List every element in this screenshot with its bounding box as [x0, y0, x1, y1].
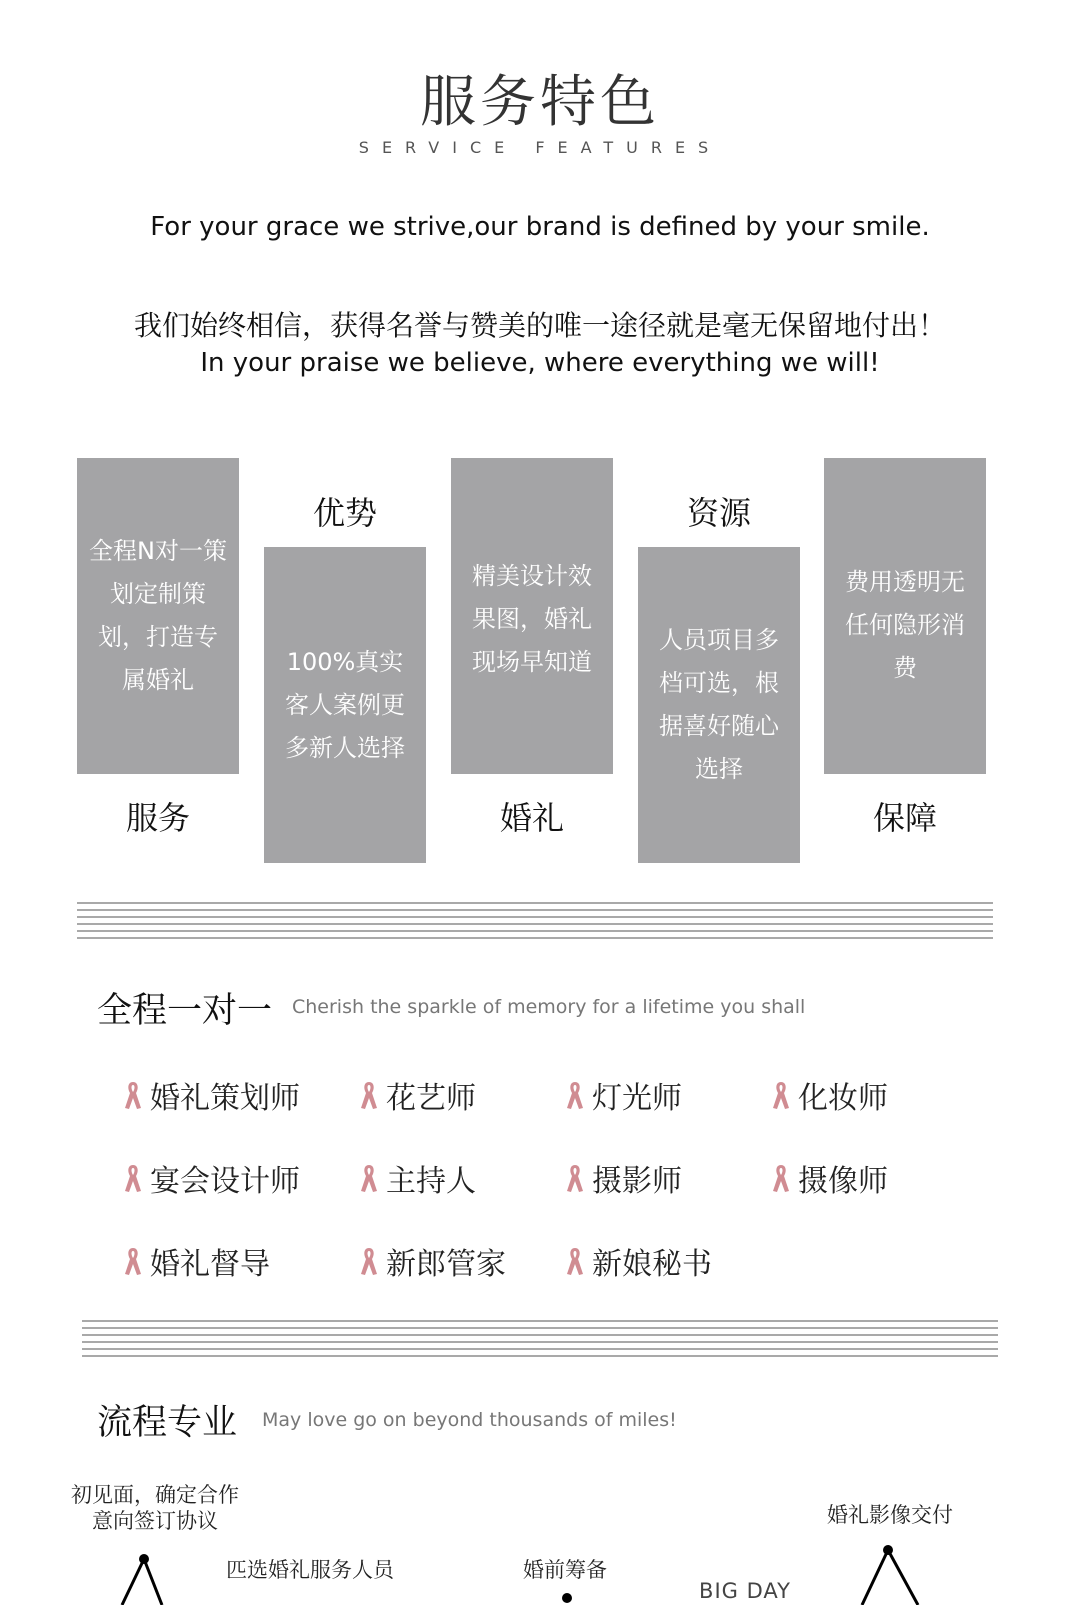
ribbon-icon: [770, 1163, 792, 1193]
feature-text: 100%真实客人案例更多新人选择: [285, 647, 405, 762]
page-title: 服务特色: [420, 70, 660, 135]
role-label: 花艺师: [386, 1081, 476, 1116]
role-label: 新郎管家: [386, 1247, 506, 1282]
ribbon-icon: [358, 1246, 380, 1276]
ribbon-icon: [122, 1080, 144, 1110]
role-item: [564, 1156, 682, 1200]
feature-text: 人员项目多档可选，根据喜好随心选择: [659, 626, 779, 783]
timeline-node: [562, 1593, 572, 1603]
role-item: [564, 1239, 712, 1283]
role-label: 宴会设计师: [150, 1164, 300, 1199]
role-item: [122, 1073, 300, 1117]
ribbon-icon: [564, 1163, 586, 1193]
feature-card-wedding: [451, 458, 613, 774]
role-item: [358, 1156, 476, 1200]
feature-card-guarantee: [824, 458, 986, 774]
striped-divider: [82, 1320, 998, 1358]
role-item: [358, 1239, 506, 1283]
feature-caption-guarantee: 保障: [872, 799, 937, 837]
ribbon-icon: [122, 1163, 144, 1193]
process-timeline: [0, 1530, 1080, 1605]
role-label: 摄影师: [592, 1164, 682, 1199]
role-item: [564, 1073, 682, 1117]
role-label: 主持人: [386, 1164, 476, 1199]
section-title-process: 流程专业: [97, 1403, 238, 1443]
ribbon-icon: [122, 1246, 144, 1276]
slogan-cn: 我们始终相信，获得名誉与赞美的唯一途径就是毫无保留地付出！: [133, 309, 946, 342]
process-step-select-staff: 匹选婚礼服务人员: [226, 1558, 394, 1582]
striped-divider: [77, 902, 993, 940]
process-step-first-meeting: 初见面，确定合作 意向签订协议: [71, 1483, 239, 1533]
feature-card-service: [77, 458, 239, 774]
feature-card-resources: [638, 547, 800, 863]
feature-text: 精美设计效果图，婚礼现场早知道: [472, 562, 592, 676]
role-item: [770, 1156, 888, 1200]
ribbon-icon: [358, 1080, 380, 1110]
timeline-segment: [122, 1559, 144, 1605]
ribbon-icon: [358, 1163, 380, 1193]
tagline-en: For your grace we strive,our brand is defined by your smile.: [150, 212, 930, 242]
feature-caption-service: 服务: [125, 799, 190, 837]
role-item: [122, 1239, 270, 1283]
role-item: [770, 1073, 888, 1117]
role-label: 新娘秘书: [592, 1247, 712, 1282]
timeline-segment: [144, 1559, 162, 1605]
feature-text: 费用透明无任何隐形消费: [845, 568, 965, 682]
role-label: 婚礼督导: [150, 1247, 270, 1282]
page-subtitle: SERVICE FEATURES: [358, 138, 722, 157]
slogan-en: In your praise we believe, where everything we will!: [200, 348, 880, 378]
feature-text: 全程N对一策划定制策划，打造专属婚礼: [89, 537, 227, 694]
section-title-one-on-one: 全程一对一: [97, 991, 273, 1031]
timeline-segment: [862, 1550, 888, 1605]
feature-caption-advantage: 优势: [312, 494, 377, 532]
ribbon-icon: [770, 1080, 792, 1110]
ribbon-icon: [564, 1080, 586, 1110]
role-item: [358, 1073, 476, 1117]
role-label: 婚礼策划师: [150, 1081, 300, 1116]
feature-caption-resources: 资源: [686, 494, 751, 532]
ribbon-icon: [564, 1246, 586, 1276]
process-step-delivery: 婚礼影像交付: [827, 1503, 953, 1527]
section-subtitle-one-on-one: Cherish the sparkle of memory for a lifetime you shall: [292, 996, 806, 1018]
role-label: 灯光师: [592, 1081, 682, 1116]
role-item: [122, 1156, 300, 1200]
feature-caption-wedding: 婚礼: [499, 799, 564, 837]
timeline-segment: [888, 1550, 918, 1605]
section-subtitle-process: May love go on beyond thousands of miles!: [262, 1409, 677, 1431]
feature-card-advantage: [264, 547, 426, 863]
process-step-big-day: BIG DAY: [699, 1579, 791, 1603]
role-label: 化妆师: [798, 1081, 888, 1116]
role-label: 摄像师: [798, 1164, 888, 1199]
process-step-preparation: 婚前筹备: [523, 1558, 607, 1582]
